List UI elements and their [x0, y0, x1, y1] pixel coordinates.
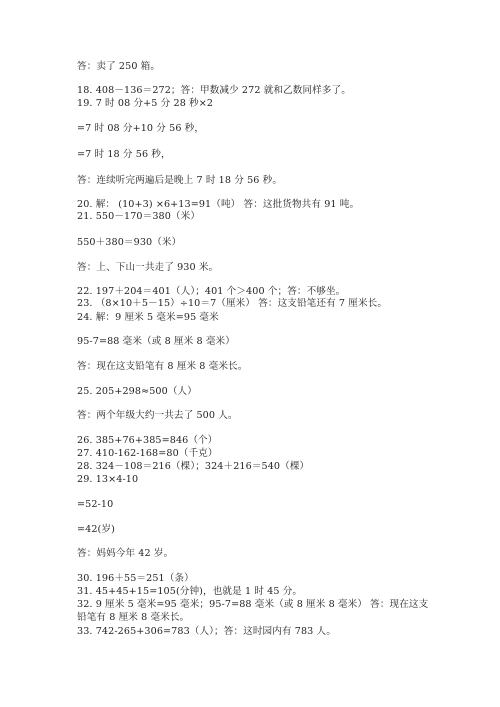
text-line: 22. 197＋204＝401（人）；401 个＞400 个；答：不够坐。 [77, 286, 346, 297]
text-line: 550＋380＝930（米） [77, 237, 182, 248]
text-line: 33. 742-265+306=783（人）；答：这时园内有 783 人。 [77, 626, 336, 637]
text-line: 19. 7 时 08 分+5 分 28 秒×2 [77, 98, 214, 109]
text-line: =42(岁) [77, 524, 115, 535]
text-line: 21. 550－170＝380（米） [77, 211, 201, 222]
text-line: 23. （8×10＋5－15）÷10＝7（厘米） 答：这支铅笔还有 7 厘米长。 [77, 298, 388, 309]
text-line: 答：上、下山一共走了 930 米。 [77, 262, 219, 273]
text-line: =7 时 08 分+10 分 56 秒， [77, 123, 205, 134]
text-line: 20. 解： (10+3) ×6+13=91（吨） 答：这批货物共有 91 吨。 [77, 199, 360, 210]
text-line: 25. 205+298≈500（人） [77, 386, 197, 397]
text-line: 答：妈妈今年 42 岁。 [77, 548, 174, 559]
text-line: 18. 408－136＝272；答：甲数减少 272 就和乙数同样多了。 [77, 85, 351, 96]
text-line: 95-7=88 毫米（或 8 厘米 8 毫米） [77, 336, 235, 347]
text-line: 29. 13×4-10 [77, 474, 139, 485]
text-line: 铅笔有 8 厘米 8 毫米长。 [77, 612, 190, 623]
text-line: =7 时 18 分 56 秒， [77, 149, 171, 160]
text-line: 31. 45+45+15=105(分钟)，也就是 1 时 45 分。 [77, 586, 303, 597]
text-line: 答：连续听完两遍后是晚上 7 时 18 分 56 秒。 [77, 175, 283, 186]
text-line: 26. 385+76+385=846（个） [77, 435, 218, 446]
text-line: 24. 解：9 厘米 5 毫米=95 毫米 [77, 312, 219, 323]
text-line: 32. 9 厘米 5 毫米=95 毫米；95-7=88 毫米（或 8 厘米 8 毫米） 答：现在这支 [77, 599, 429, 610]
text-line: =52-10 [77, 499, 114, 510]
text-line: 答：现在这支铅笔有 8 厘米 8 毫米长。 [77, 361, 248, 372]
text-line: 答：卖了 250 箱。 [77, 61, 161, 72]
text-line: 27. 410-162-168=80（千克） [77, 448, 218, 459]
text-line: 28. 324－108＝216（棵）；324＋216＝540（棵） [77, 461, 310, 472]
text-line: 答：两个年级大约一共去了 500 人。 [77, 410, 238, 421]
text-line: 30. 196＋55＝251（条） [77, 573, 194, 584]
